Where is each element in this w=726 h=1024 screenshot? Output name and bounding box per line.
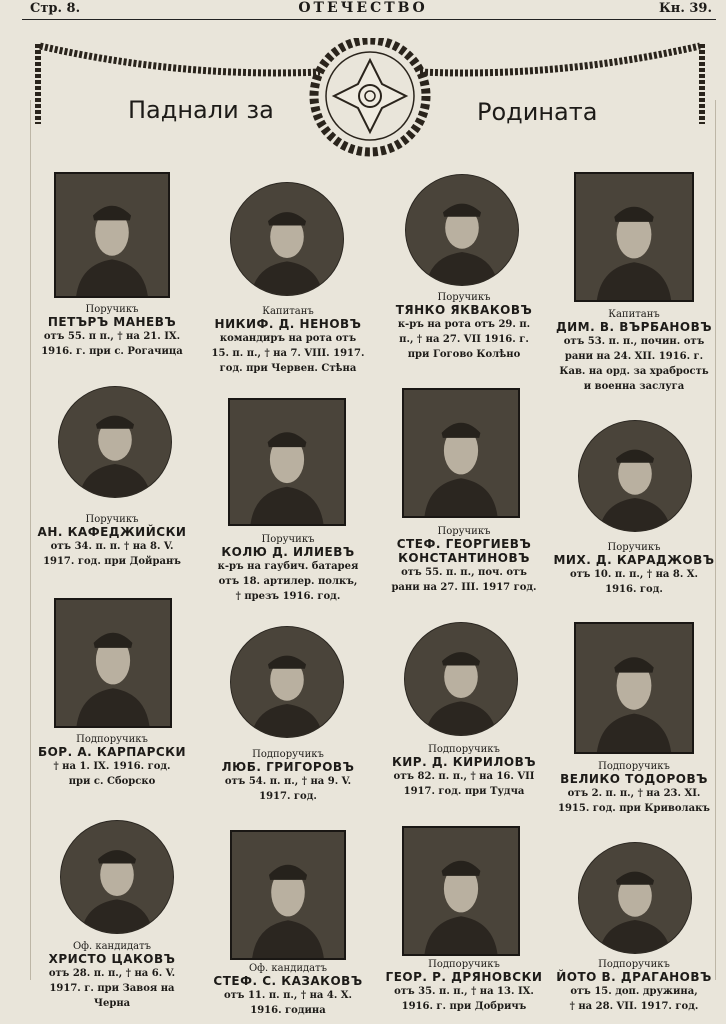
person-name: ЛЮБ. ГРИГОРОВЪ — [221, 760, 355, 774]
soldier-silhouette-icon — [576, 624, 692, 752]
service-note: к-ръ на гаубич. батарея — [217, 561, 359, 572]
person-caption — [376, 292, 552, 362]
service-note: отъ 10. п. п., † на 8. Х. — [569, 569, 699, 580]
service-note: 1916. год. — [605, 584, 663, 595]
portrait-photo — [578, 420, 692, 532]
service-note: 1915. год. при Криволакъ — [558, 803, 710, 814]
page-header — [0, 0, 726, 20]
service-note: 1916. г. при Добричъ — [401, 1001, 527, 1012]
person-caption — [200, 534, 376, 604]
service-note: при Гогово Колѣно — [407, 349, 521, 360]
service-note: 1916. г. при с. Рогачица — [41, 346, 183, 357]
rank: Поручикъ — [437, 526, 491, 537]
rank: Капитанъ — [608, 309, 660, 320]
person-name: АН. КАФЕДЖИЙСКИ — [37, 525, 187, 539]
person-name: КОЛЮ Д. ИЛИЕВЪ — [221, 545, 355, 559]
service-note: отъ 2. п. п., † на 23. XI. — [567, 788, 701, 799]
rank: Оф. кандидатъ — [248, 963, 328, 974]
person-name: НИКИФ. Д. НЕНОВЪ — [214, 317, 362, 331]
issue-number: Кн. 39. — [658, 1, 712, 16]
soldier-silhouette-icon — [404, 390, 518, 516]
person-caption — [200, 306, 376, 376]
heading-right: Родината — [477, 98, 598, 126]
person-caption — [376, 744, 552, 799]
person-name: МИХ. Д. КАРАДЖОВЪ — [553, 553, 715, 567]
person-caption — [376, 526, 552, 595]
person-name: ГЕОР. Р. ДРЯНОВСКИ — [385, 970, 543, 984]
person-name: ДИМ. В. ВЪРБАНОВЪ — [555, 320, 713, 334]
rank: Подпоручикъ — [428, 959, 500, 970]
service-note: отъ 18. артилер. полкъ, — [218, 576, 358, 587]
soldier-silhouette-icon — [230, 400, 344, 524]
soldier-silhouette-icon — [579, 843, 691, 953]
person-name: СТЕФ. ГЕОРГИЕВЪ КОНСТАНТИНОВЪ — [396, 537, 532, 565]
service-note: отъ 55. п п., † на 21. IX. — [43, 331, 181, 342]
header-rule — [22, 19, 716, 20]
heading-left: Паднали за — [128, 96, 274, 124]
service-note: отъ 82. п. п., † на 16. VII — [393, 771, 535, 782]
service-note: 1917. год. — [259, 791, 317, 802]
portrait-photo — [230, 182, 344, 296]
rank: Подпоручикъ — [252, 749, 324, 760]
service-note: командиръ на рота отъ — [219, 333, 357, 344]
rank: Поручикъ — [261, 534, 315, 545]
rank: Подпоручикъ — [76, 734, 148, 745]
person-caption — [548, 761, 720, 816]
person-name: СТЕФ. С. КАЗАКОВЪ — [213, 974, 363, 988]
portrait-photo — [405, 174, 519, 286]
service-note: 1916. година — [250, 1005, 326, 1016]
soldier-silhouette-icon — [232, 832, 344, 958]
service-note: отъ 15. доп. дружина, — [570, 986, 698, 997]
rank: Подпоручикъ — [598, 959, 670, 970]
service-note: † на 1. IX. 1916. год. — [53, 761, 171, 772]
service-note: Кав. на орд. за храбрость — [559, 366, 709, 377]
rank: Подпоручикъ — [428, 744, 500, 755]
person-name: ПЕТЪРЪ МАНЕВЪ — [47, 315, 177, 329]
service-note: при с. Сборско — [68, 776, 156, 787]
portrait-photo — [58, 386, 172, 498]
portrait-photo — [60, 820, 174, 934]
soldier-silhouette-icon — [404, 828, 518, 954]
portrait-photo — [574, 172, 694, 302]
person-caption — [548, 309, 720, 394]
rank: Подпоручикъ — [598, 761, 670, 772]
soldier-silhouette-icon — [56, 600, 170, 726]
service-note: п., † на 27. VII 1916. г. — [399, 334, 529, 345]
soldier-silhouette-icon — [406, 175, 518, 285]
service-note: к-ръ на рота отъ 29. п. — [397, 319, 531, 330]
rank: Поручикъ — [85, 304, 139, 315]
portrait-photo — [228, 398, 346, 526]
person-caption — [24, 941, 200, 1011]
service-note: отъ 53. п. п., почин. отъ — [563, 336, 705, 347]
service-note: отъ 28. п. п., † на 6. V. — [48, 968, 176, 979]
service-note: † на 28. VII. 1917. год. — [569, 1001, 699, 1012]
service-note: 15. п. п., † на 7. VIII. 1917. — [211, 348, 365, 359]
service-note: отъ 55. п. п., поч. отъ — [401, 567, 527, 578]
rank: Оф. кандидатъ — [72, 941, 152, 952]
service-note: 1917. г. при Завоя на — [49, 983, 175, 994]
person-caption — [200, 749, 376, 804]
service-note: отъ 54. п. п., † на 9. V. — [224, 776, 352, 787]
portrait-photo — [230, 830, 346, 960]
service-note: 1917. год. при Дойранъ — [43, 556, 181, 567]
person-caption — [548, 542, 720, 597]
rank: Поручикъ — [437, 292, 491, 303]
portrait-photo — [54, 598, 172, 728]
person-name: ХРИСТО ЦАКОВЪ — [48, 952, 176, 966]
service-note: и военна заслуга — [583, 381, 685, 392]
service-note: отъ 34. п. п. † на 8. V. — [50, 541, 174, 552]
person-caption — [376, 959, 552, 1014]
soldier-silhouette-icon — [56, 174, 168, 296]
person-caption — [24, 304, 200, 359]
service-note: год. при Червен. Стѣна — [219, 363, 357, 374]
person-name: ВЕЛИКО ТОДОРОВЪ — [560, 772, 708, 786]
frame-line-right — [715, 100, 716, 980]
rank: Поручикъ — [85, 514, 139, 525]
soldier-silhouette-icon — [231, 627, 343, 737]
portrait-photo — [54, 172, 170, 298]
service-note: рани на 27. III. 1917 год. — [391, 582, 537, 593]
portrait-photo — [578, 842, 692, 954]
page-number: Стр. 8. — [30, 1, 81, 16]
soldier-silhouette-icon — [61, 821, 173, 933]
person-name: КИР. Д. КИРИЛОВЪ — [391, 755, 537, 769]
rank: Поручикъ — [607, 542, 661, 553]
service-note: рани на 24. XII. 1916. г. — [564, 351, 704, 362]
rank: Капитанъ — [262, 306, 314, 317]
service-note: отъ 11. п. п., † на 4. Х. — [223, 990, 353, 1001]
portrait-photo — [230, 626, 344, 738]
soldier-silhouette-icon — [579, 421, 691, 531]
person-name: БОР. А. КАРПАРСКИ — [37, 745, 187, 759]
service-note: † презъ 1916. год. — [235, 591, 341, 602]
service-note: отъ 35. п. п., † на 13. IX. — [394, 986, 534, 997]
person-caption — [200, 963, 376, 1018]
soldier-silhouette-icon — [576, 174, 692, 300]
portrait-photo — [404, 622, 518, 736]
cross-medallion-icon — [314, 40, 426, 152]
soldier-silhouette-icon — [405, 623, 517, 735]
person-caption — [24, 514, 200, 569]
portrait-photo — [402, 826, 520, 956]
soldier-silhouette-icon — [231, 183, 343, 295]
portrait-photo — [402, 388, 520, 518]
service-note: 1917. год. при Тудча — [403, 786, 525, 797]
portrait-photo — [574, 622, 694, 754]
masthead: ОТЕЧЕСТВО — [298, 0, 428, 16]
person-caption — [24, 734, 200, 789]
person-caption — [548, 959, 720, 1014]
person-name: ЙОТО В. ДРАГАНОВЪ — [556, 970, 712, 984]
person-name: ТЯНКО ЯКВАКОВЪ — [395, 303, 533, 317]
soldier-silhouette-icon — [59, 387, 171, 497]
service-note: Черна — [93, 998, 131, 1009]
